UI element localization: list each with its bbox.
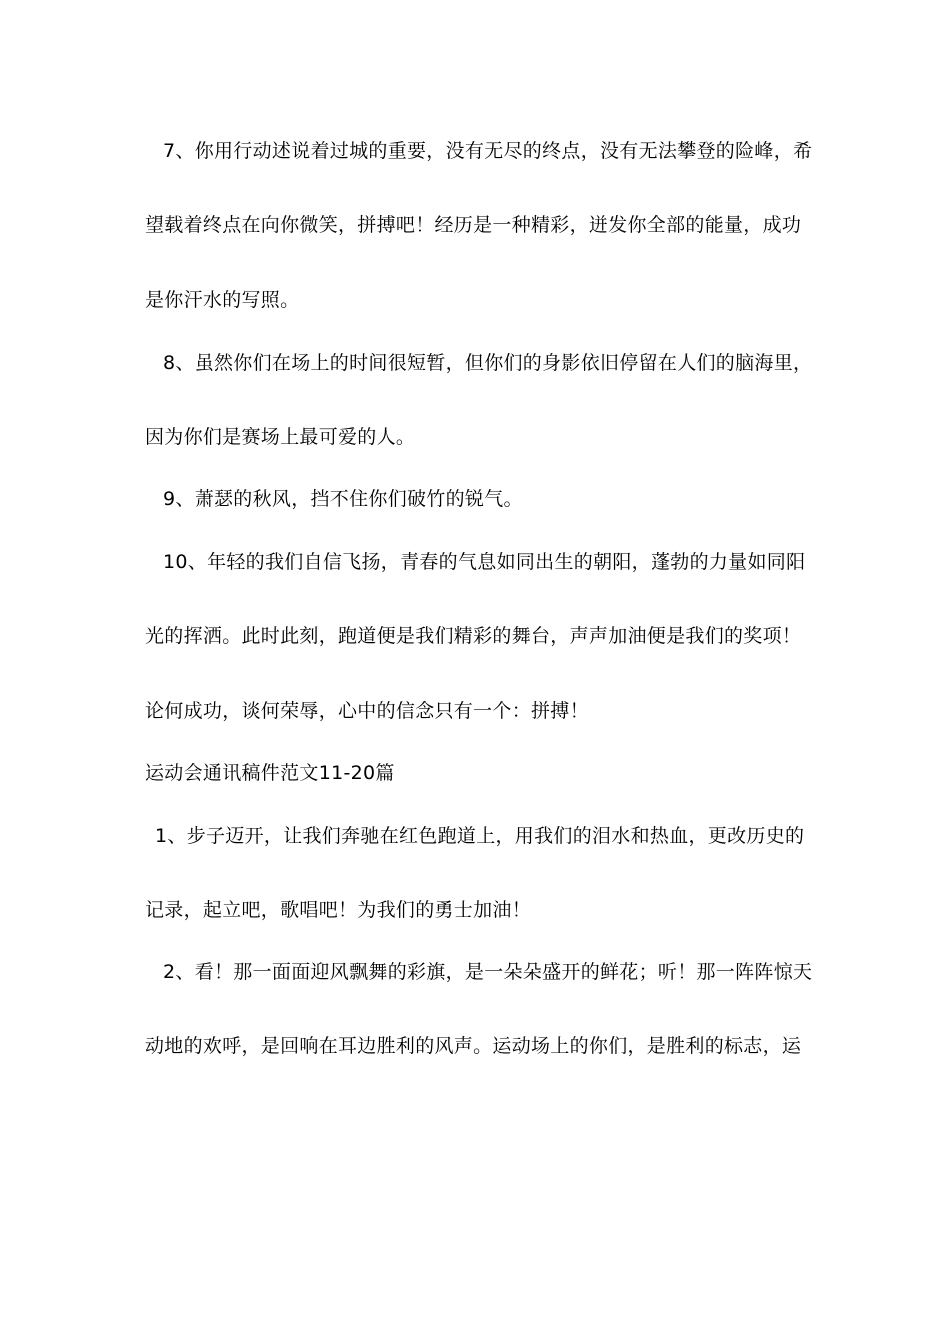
paragraph-line: 因为你们是赛场上最可爱的人。: [145, 426, 416, 448]
paragraph-line: 记录，起立吧，歌唱吧！为我们的勇士加油！: [145, 899, 532, 921]
paragraph-line: 9、萧瑟的秋风，挡不住你们破竹的锐气。: [163, 488, 523, 510]
paragraph-line: 7、你用行动述说着过城的重要，没有无尽的终点，没有无法攀登的险峰，希: [163, 140, 813, 162]
paragraph-line: 光的挥洒。此时此刻，跑道便是我们精彩的舞台，声声加油便是我们的奖项！: [145, 625, 802, 647]
paragraph-line: 论何成功，谈何荣辱，心中的信念只有一个：拼搏！: [145, 700, 589, 722]
paragraph-line: 是你汗水的写照。: [145, 289, 300, 311]
paragraph-line: 10、年轻的我们自信飞扬，青春的气息如同出生的朝阳，蓬勃的力量如同阳: [163, 551, 806, 573]
paragraph-line: 2、看！那一面面迎风飘舞的彩旗，是一朵朵盛开的鲜花；听！那一阵阵惊天: [163, 961, 813, 983]
paragraph-line: 动地的欢呼，是回响在耳边胜利的风声。运动场上的你们，是胜利的标志，运: [145, 1035, 802, 1057]
paragraph-line: 8、虽然你们在场上的时间很短暂，但你们的身影依旧停留在人们的脑海里，: [163, 352, 813, 374]
paragraph-line: 望载着终点在向你微笑，拼搏吧！经历是一种精彩，迸发你全部的能量，成功: [145, 214, 802, 236]
paragraph-line: 1、步子迈开，让我们奔驰在红色跑道上，用我们的泪水和热血，更改历史的: [155, 825, 805, 847]
section-heading: 运动会通讯稿件范文11-20篇: [145, 762, 395, 784]
